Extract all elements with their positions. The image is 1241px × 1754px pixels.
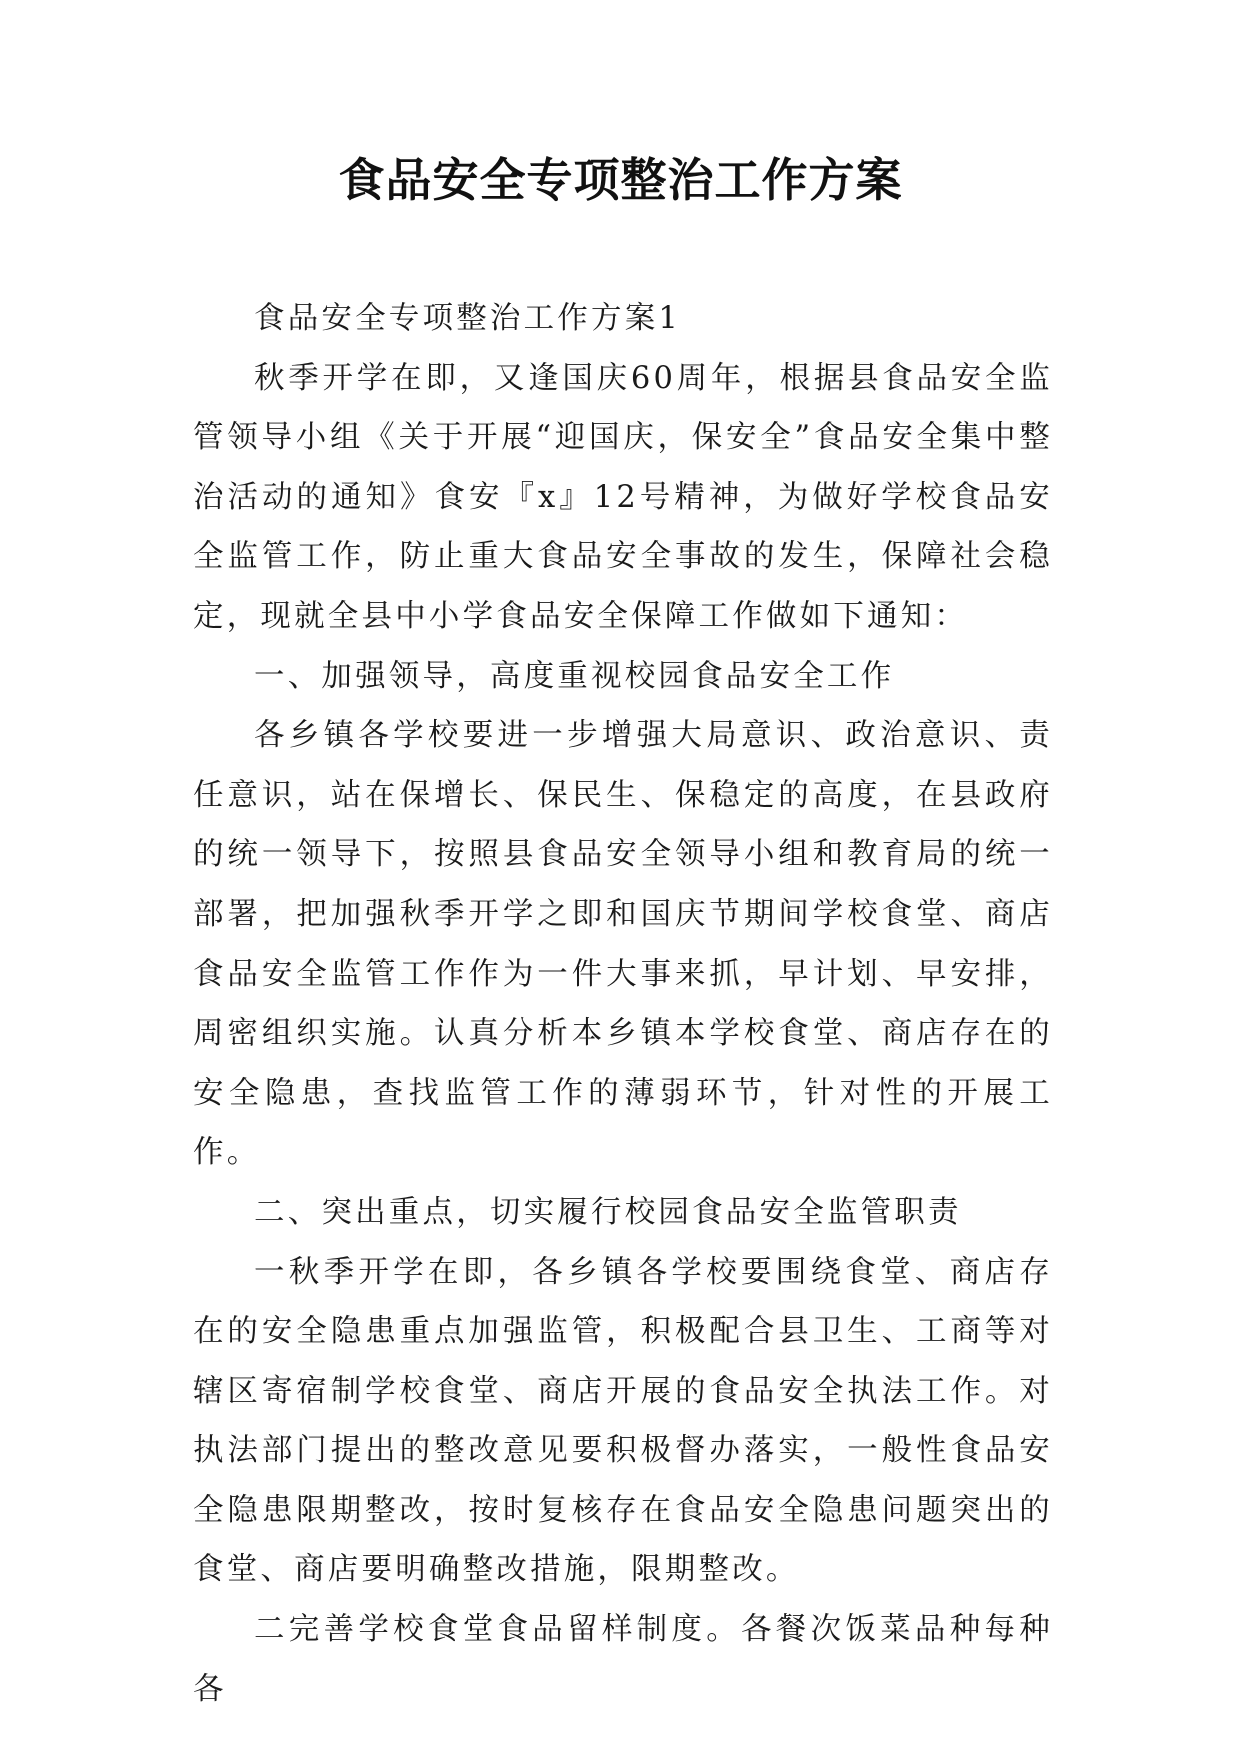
document-title: 食品安全专项整治工作方案 xyxy=(338,153,903,207)
document-body xyxy=(193,289,1053,1719)
paragraph-section-2-item-2: 二完善学校食堂食品留样制度。各餐次饭菜品种每种各 xyxy=(193,1612,1053,1707)
paragraph-section-2-item-1: 一秋季开学在即，各乡镇各学校要围绕食堂、商店存在的安全隐患重点加强监管，积极配合县卫生、工商等对辖区寄宿制学校食堂、商店开展的食品安全执法工作。对执法部门提出的整改意见要积极督办落实，一般性食品安全隐患限期整改，按时复核存在食品安全隐患问题突出的食堂、商店要明确整改措施，限期整改。 xyxy=(193,1254,1053,1588)
paragraph-section-1: 各乡镇各学校要进一步增强大局意识、政治意识、责任意识，站在保增长、保民生、保稳定的高度，在县政府的统一领导下，按照县食品安全领导小组和教育局的统一部署，把加强秋季开学之即和国庆节期间学校食堂、商店食品安全监管工作作为一件大事来抓，早计划、早安排，周密组织实施。认真分析本乡镇本学校食堂、商店存在的安全隐患，查找监管工作的薄弱环节，针对性的开展工作。 xyxy=(193,718,1053,1171)
section-heading-1: 一、加强领导，高度重视校园食品安全工作 xyxy=(254,658,895,694)
section-heading-2: 二、突出重点，切实履行校园食品安全监管职责 xyxy=(254,1194,962,1230)
paragraph-subtitle: 食品安全专项整治工作方案1 xyxy=(254,301,682,336)
paragraph-intro: 秋季开学在即，又逢国庆60周年，根据县食品安全监管领导小组《关于开展“迎国庆，保安全”食品安全集中整治活动的通知》食安『x』12号精神，为做好学校食品安全监管工作，防止重大食品安全事故的发生，保障社会稳定，现就全县中小学食品安全保障工作做如下通知： xyxy=(193,360,1053,634)
